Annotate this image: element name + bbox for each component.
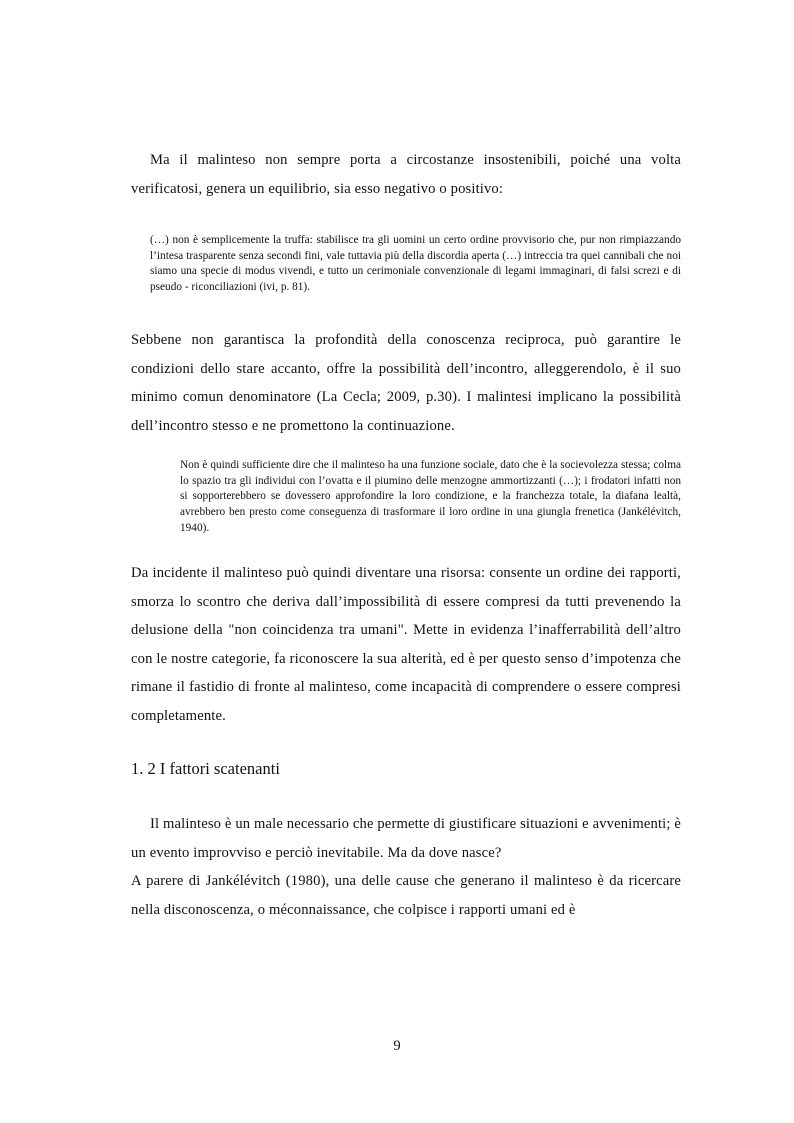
paragraph-male-necessario: Il malinteso è un male necessario che permette di giustificare situazioni e avvenimenti; è un evento improvviso e perciò inevitabile. Ma da dove nasce? bbox=[131, 816, 681, 861]
page-number: 9 bbox=[393, 1038, 401, 1054]
block-quote-funzione-sociale: Non è quindi sufficiente dire che il malinteso ha una funzione sociale, dato che è la socievolezza stessa; colma lo spazio tra gli individui con l’ovatta e il piumino delle menzogne ammortizzanti (…); i frodatori infatti non si sopporterebbero se dovessero approfondire la loro condizione, e la franchezza totale, la diafana lealtà, avrebbero ben presto come conseguenza di trasformare il loro ordine in una giungla frenetica (Jankélévitch, 1940). bbox=[180, 459, 681, 534]
block-quote-truffa: (…) non è semplicemente la truffa: stabilisce tra gli uomini un certo ordine provvisorio che, pur non rimpiazzando l’intesa trasparente senza secondi fini, vale tuttavia più della discordia aperta (…) intreccia tra quei cannibali che noi siamo una specie di modus vivendi, e tutto un cerimoniale convenzionale di legami immaginari, di falsi screzi e di pseudo - riconciliazioni (ivi, p. 81). bbox=[150, 234, 681, 294]
paragraph-equilibrium: Ma il malinteso non sempre porta a circostanze insostenibili, poiché una volta verificatosi, genera un equilibrio, sia esso negativo o positivo: bbox=[131, 152, 681, 197]
paragraph-jankelevitch: A parere di Jankélévitch (1980), una delle cause che generano il malinteso è da ricercare nella disconoscenza, o méconnaissance, che colpisce i rapporti umani ed è bbox=[131, 873, 681, 918]
paragraph-conoscenza-reciproca: Sebbene non garantisca la profondità della conoscenza reciproca, può garantire le condizioni dello stare accanto, offre la possibilità dell’incontro, alleggerendolo, è il suo minimo comun denominatore (La Cecla; 2009, p.30). I malintesi implicano la possibilità dell’incontro stesso e ne promettono la continuazione. bbox=[131, 332, 681, 434]
section-heading: 1. 2 I fattori scatenanti bbox=[131, 759, 280, 778]
paragraph-risorsa: Da incidente il malinteso può quindi diventare una risorsa: consente un ordine dei rapporti, smorza lo scontro che deriva dall’impossibilità di essere compresi da tutti prevenendo la delusione della "non coincidenza tra umani". Mette in evidenza l’inafferrabilità dell’altro con le nostre categorie, fa riconoscere la sua alterità, ed è per questo senso d’impotenza che rimane il fastidio di fronte al malinteso, come incapacità di comprendere o essere compresi completamente. bbox=[131, 565, 681, 724]
